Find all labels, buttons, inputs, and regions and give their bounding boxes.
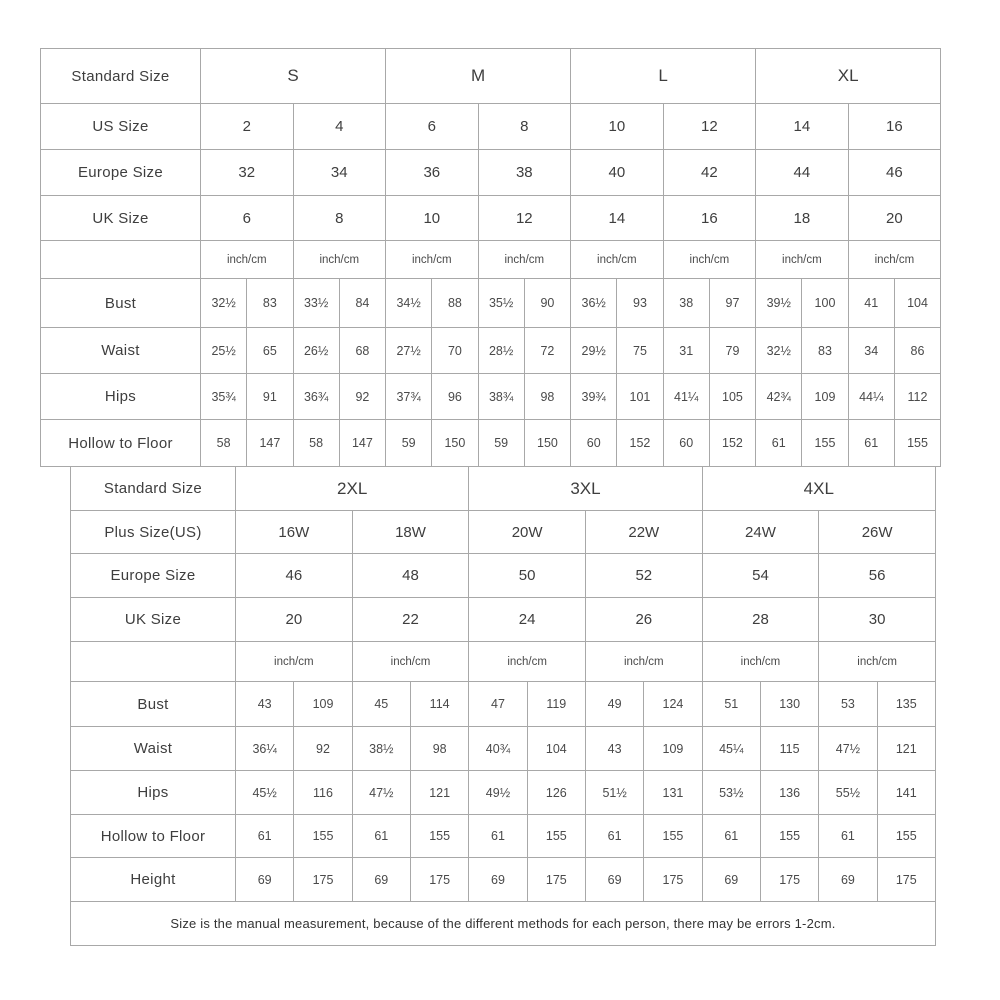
table-cell: 30 bbox=[819, 598, 936, 642]
table-row bbox=[41, 241, 941, 279]
table-cell: 98 bbox=[524, 374, 570, 420]
table-cell: 124 bbox=[644, 682, 702, 727]
table-cell: 93 bbox=[617, 279, 663, 328]
row-label: Hips bbox=[41, 374, 201, 420]
table-cell: 152 bbox=[709, 420, 755, 467]
table-cell: 69 bbox=[236, 858, 294, 902]
table-cell: 34 bbox=[293, 150, 386, 196]
table-cell: inch/cm bbox=[201, 241, 294, 279]
table-cell: 96 bbox=[432, 374, 478, 420]
table-cell: 79 bbox=[709, 328, 755, 374]
table-cell: inch/cm bbox=[756, 241, 849, 279]
row-label bbox=[71, 642, 236, 682]
table-cell: 130 bbox=[760, 682, 818, 727]
table-cell: 131 bbox=[644, 771, 702, 815]
table-cell: inch/cm bbox=[386, 241, 479, 279]
measurement-note: Size is the manual measurement, because of the different methods for each person, there may be errors 1-2cm. bbox=[71, 902, 936, 946]
table-cell: 44 bbox=[756, 150, 849, 196]
table-cell: 53 bbox=[819, 682, 877, 727]
table-cell: 20 bbox=[848, 196, 941, 241]
table-cell: 18W bbox=[352, 511, 469, 554]
table-cell: 69 bbox=[819, 858, 877, 902]
table-cell: 47½ bbox=[819, 727, 877, 771]
table-cell: 97 bbox=[709, 279, 755, 328]
table-cell: 175 bbox=[527, 858, 585, 902]
row-label: Bust bbox=[41, 279, 201, 328]
table-cell: inch/cm bbox=[469, 642, 586, 682]
table-cell: 28½ bbox=[478, 328, 524, 374]
table-cell: 59 bbox=[386, 420, 432, 467]
table-cell: 155 bbox=[802, 420, 848, 467]
table-cell: inch/cm bbox=[478, 241, 571, 279]
row-label: Europe Size bbox=[41, 150, 201, 196]
table-row bbox=[71, 554, 936, 598]
row-label: Plus Size(US) bbox=[71, 511, 236, 554]
standard-size-chart bbox=[40, 48, 941, 467]
table-cell: 61 bbox=[819, 815, 877, 858]
table-cell: 104 bbox=[894, 279, 940, 328]
table-cell: 61 bbox=[756, 420, 802, 467]
table-cell: 45 bbox=[352, 682, 410, 727]
table-cell: 22W bbox=[585, 511, 702, 554]
table-cell: 135 bbox=[877, 682, 935, 727]
table-cell: 12 bbox=[663, 104, 756, 150]
table-cell: 6 bbox=[201, 196, 294, 241]
table-cell: 16 bbox=[848, 104, 941, 150]
table-cell: 92 bbox=[294, 727, 352, 771]
table-cell: 38 bbox=[663, 279, 709, 328]
row-label: Waist bbox=[71, 727, 236, 771]
table-cell: M bbox=[386, 49, 571, 104]
table-cell: 109 bbox=[802, 374, 848, 420]
table-cell: 10 bbox=[571, 104, 664, 150]
table-cell: 25½ bbox=[201, 328, 247, 374]
table-cell: 3XL bbox=[469, 467, 702, 511]
table-cell: 47½ bbox=[352, 771, 410, 815]
table-cell: 48 bbox=[352, 554, 469, 598]
table-cell: 115 bbox=[760, 727, 818, 771]
table-row bbox=[71, 858, 936, 902]
table-cell: 27½ bbox=[386, 328, 432, 374]
table-cell: 84 bbox=[339, 279, 385, 328]
table-cell: 50 bbox=[469, 554, 586, 598]
table-cell: 14 bbox=[756, 104, 849, 150]
table-cell: 18 bbox=[756, 196, 849, 241]
row-label: Europe Size bbox=[71, 554, 236, 598]
table-cell: 72 bbox=[524, 328, 570, 374]
table-row bbox=[41, 150, 941, 196]
table-cell: 33½ bbox=[293, 279, 339, 328]
table-cell: 100 bbox=[802, 279, 848, 328]
table-cell: 155 bbox=[410, 815, 468, 858]
table-cell: 35¾ bbox=[201, 374, 247, 420]
table-cell: 6 bbox=[386, 104, 479, 150]
table-row bbox=[41, 196, 941, 241]
row-label bbox=[41, 241, 201, 279]
table-cell: 40¾ bbox=[469, 727, 527, 771]
table-cell: 43 bbox=[236, 682, 294, 727]
row-label: Standard Size bbox=[41, 49, 201, 104]
table-cell: inch/cm bbox=[702, 642, 819, 682]
table-cell: 175 bbox=[877, 858, 935, 902]
table-cell: 36½ bbox=[571, 279, 617, 328]
table-cell: 121 bbox=[877, 727, 935, 771]
table-cell: 22 bbox=[352, 598, 469, 642]
table-cell: 175 bbox=[760, 858, 818, 902]
table-cell: 59 bbox=[478, 420, 524, 467]
table-cell: inch/cm bbox=[663, 241, 756, 279]
table-cell: 155 bbox=[527, 815, 585, 858]
table-row bbox=[71, 598, 936, 642]
table-cell: 105 bbox=[709, 374, 755, 420]
plus-size-chart bbox=[70, 466, 936, 946]
table-cell: 46 bbox=[236, 554, 353, 598]
row-label: UK Size bbox=[41, 196, 201, 241]
table-cell: 51 bbox=[702, 682, 760, 727]
table-cell: 61 bbox=[848, 420, 894, 467]
table-cell: 39½ bbox=[756, 279, 802, 328]
table-cell: 10 bbox=[386, 196, 479, 241]
table-note-row bbox=[71, 902, 936, 946]
table-cell: 98 bbox=[410, 727, 468, 771]
table-cell: 68 bbox=[339, 328, 385, 374]
table-cell: 114 bbox=[410, 682, 468, 727]
table-cell: 58 bbox=[293, 420, 339, 467]
table-cell: 61 bbox=[469, 815, 527, 858]
row-label: UK Size bbox=[71, 598, 236, 642]
table-cell: 34 bbox=[848, 328, 894, 374]
table-cell: 8 bbox=[293, 196, 386, 241]
table-row bbox=[41, 104, 941, 150]
row-label: Height bbox=[71, 858, 236, 902]
table-cell: 150 bbox=[524, 420, 570, 467]
table-cell: inch/cm bbox=[352, 642, 469, 682]
table-cell: inch/cm bbox=[585, 642, 702, 682]
row-label: Waist bbox=[41, 328, 201, 374]
table-cell: 4XL bbox=[702, 467, 935, 511]
table-cell: 75 bbox=[617, 328, 663, 374]
row-label: Hips bbox=[71, 771, 236, 815]
table-cell: 53½ bbox=[702, 771, 760, 815]
table-cell: 152 bbox=[617, 420, 663, 467]
table-cell: 4 bbox=[293, 104, 386, 150]
table-cell: 32½ bbox=[201, 279, 247, 328]
table-cell: S bbox=[201, 49, 386, 104]
table-cell: 36¾ bbox=[293, 374, 339, 420]
table-cell: 40 bbox=[571, 150, 664, 196]
table-cell: 91 bbox=[247, 374, 293, 420]
table-cell: 56 bbox=[819, 554, 936, 598]
table-cell: 35½ bbox=[478, 279, 524, 328]
table-cell: 119 bbox=[527, 682, 585, 727]
table-cell: 155 bbox=[760, 815, 818, 858]
table-row bbox=[41, 328, 941, 374]
table-row bbox=[41, 49, 941, 104]
table-cell: 83 bbox=[802, 328, 848, 374]
table-cell: 141 bbox=[877, 771, 935, 815]
table-cell: 150 bbox=[432, 420, 478, 467]
table-cell: 41¼ bbox=[663, 374, 709, 420]
table-cell: 70 bbox=[432, 328, 478, 374]
table-cell: 52 bbox=[585, 554, 702, 598]
table-row bbox=[71, 467, 936, 511]
table-cell: 92 bbox=[339, 374, 385, 420]
table-cell: 16 bbox=[663, 196, 756, 241]
table-cell: 12 bbox=[478, 196, 571, 241]
table-row bbox=[71, 511, 936, 554]
table-cell: 155 bbox=[894, 420, 940, 467]
table-cell: 147 bbox=[339, 420, 385, 467]
table-cell: 26W bbox=[819, 511, 936, 554]
table-cell: 175 bbox=[294, 858, 352, 902]
table-cell: inch/cm bbox=[571, 241, 664, 279]
table-cell: inch/cm bbox=[819, 642, 936, 682]
table-cell: 26 bbox=[585, 598, 702, 642]
table-cell: 2 bbox=[201, 104, 294, 150]
table-cell: 39¾ bbox=[571, 374, 617, 420]
table-cell: 34½ bbox=[386, 279, 432, 328]
table-cell: 61 bbox=[236, 815, 294, 858]
table-cell: 90 bbox=[524, 279, 570, 328]
row-label: US Size bbox=[41, 104, 201, 150]
table-cell: 69 bbox=[469, 858, 527, 902]
table-cell: 88 bbox=[432, 279, 478, 328]
table-cell: 8 bbox=[478, 104, 571, 150]
plus-size-table-container bbox=[70, 466, 936, 946]
table-cell: 29½ bbox=[571, 328, 617, 374]
table-cell: 83 bbox=[247, 279, 293, 328]
table-cell: 28 bbox=[702, 598, 819, 642]
row-label: Hollow to Floor bbox=[41, 420, 201, 467]
table-cell: 47 bbox=[469, 682, 527, 727]
table-cell: 116 bbox=[294, 771, 352, 815]
table-cell: 58 bbox=[201, 420, 247, 467]
table-cell: 45½ bbox=[236, 771, 294, 815]
table-cell: 36¼ bbox=[236, 727, 294, 771]
table-cell: 24 bbox=[469, 598, 586, 642]
table-row bbox=[71, 642, 936, 682]
table-cell: 61 bbox=[702, 815, 760, 858]
table-row bbox=[71, 682, 936, 727]
table-cell: 155 bbox=[294, 815, 352, 858]
table-cell: 46 bbox=[848, 150, 941, 196]
table-cell: 45¼ bbox=[702, 727, 760, 771]
table-cell: inch/cm bbox=[848, 241, 941, 279]
table-cell: 54 bbox=[702, 554, 819, 598]
table-cell: 43 bbox=[585, 727, 643, 771]
table-cell: 49 bbox=[585, 682, 643, 727]
table-cell: 126 bbox=[527, 771, 585, 815]
table-cell: 60 bbox=[663, 420, 709, 467]
table-cell: 109 bbox=[644, 727, 702, 771]
table-cell: 41 bbox=[848, 279, 894, 328]
table-cell: 136 bbox=[760, 771, 818, 815]
table-cell: 26½ bbox=[293, 328, 339, 374]
table-cell: 31 bbox=[663, 328, 709, 374]
table-cell: 20 bbox=[236, 598, 353, 642]
table-cell: XL bbox=[756, 49, 941, 104]
table-cell: 109 bbox=[294, 682, 352, 727]
table-cell: 37¾ bbox=[386, 374, 432, 420]
table-cell: 42 bbox=[663, 150, 756, 196]
table-cell: 44¼ bbox=[848, 374, 894, 420]
table-cell: 55½ bbox=[819, 771, 877, 815]
row-label: Standard Size bbox=[71, 467, 236, 511]
table-cell: 69 bbox=[352, 858, 410, 902]
table-cell: 42¾ bbox=[756, 374, 802, 420]
table-cell: 32 bbox=[201, 150, 294, 196]
table-cell: 32½ bbox=[756, 328, 802, 374]
table-cell: 61 bbox=[585, 815, 643, 858]
table-cell: 20W bbox=[469, 511, 586, 554]
table-cell: 36 bbox=[386, 150, 479, 196]
table-row bbox=[41, 420, 941, 467]
table-cell: 38½ bbox=[352, 727, 410, 771]
row-label: Hollow to Floor bbox=[71, 815, 236, 858]
table-cell: 121 bbox=[410, 771, 468, 815]
table-cell: 49½ bbox=[469, 771, 527, 815]
table-cell: 175 bbox=[410, 858, 468, 902]
table-row bbox=[71, 727, 936, 771]
table-cell: 38¾ bbox=[478, 374, 524, 420]
table-cell: 14 bbox=[571, 196, 664, 241]
table-cell: 175 bbox=[644, 858, 702, 902]
standard-size-table-container bbox=[40, 48, 941, 467]
row-label: Bust bbox=[71, 682, 236, 727]
table-cell: 60 bbox=[571, 420, 617, 467]
table-cell: 155 bbox=[877, 815, 935, 858]
table-cell: 147 bbox=[247, 420, 293, 467]
table-cell: 16W bbox=[236, 511, 353, 554]
table-row bbox=[71, 815, 936, 858]
table-cell: inch/cm bbox=[236, 642, 353, 682]
table-row bbox=[41, 279, 941, 328]
table-cell: 61 bbox=[352, 815, 410, 858]
table-cell: 101 bbox=[617, 374, 663, 420]
table-cell: inch/cm bbox=[293, 241, 386, 279]
table-cell: 104 bbox=[527, 727, 585, 771]
table-cell: 65 bbox=[247, 328, 293, 374]
table-row bbox=[71, 771, 936, 815]
table-cell: 86 bbox=[894, 328, 940, 374]
table-cell: 69 bbox=[585, 858, 643, 902]
table-row bbox=[41, 374, 941, 420]
table-cell: 69 bbox=[702, 858, 760, 902]
table-cell: 24W bbox=[702, 511, 819, 554]
table-cell: 51½ bbox=[585, 771, 643, 815]
table-cell: 2XL bbox=[236, 467, 469, 511]
table-cell: L bbox=[571, 49, 756, 104]
table-cell: 112 bbox=[894, 374, 940, 420]
table-cell: 38 bbox=[478, 150, 571, 196]
table-cell: 155 bbox=[644, 815, 702, 858]
